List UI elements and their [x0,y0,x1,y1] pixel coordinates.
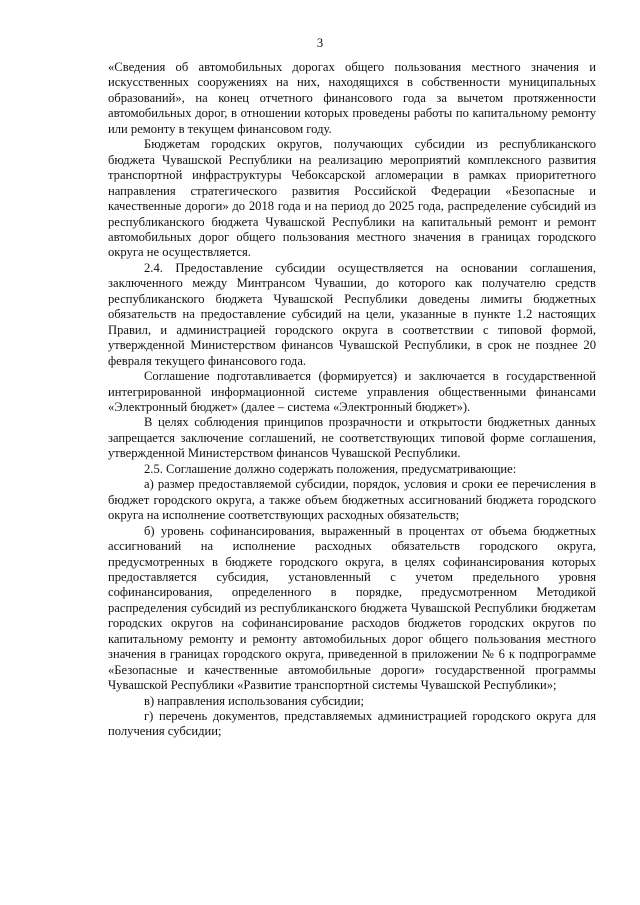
paragraph: г) перечень документов, представляемых администрацией городского округа для получения субсидии; [108,709,596,739]
paragraph: 2.5. Соглашение должно содержать положения, предусматривающие: [144,461,517,476]
paragraph: «Сведения об автомобильных дорогах общего пользования местного значения и искусственных сооружениях на них, находящихся в собственности муниципальных образований», на конец отчетного финансового года за вычетом протяженности автомобильных дорог, в отношении которых проведены работы по капитальному ремонту или ремонту в текущем финансовом году. [108,60,596,136]
paragraph: в) направления использования субсидии; [144,693,365,708]
paragraph: б) уровень софинансирования, выраженный в процентах от объема бюджетных ассигнований на исполнение расходных обязательств городского округа, предусмотренных в бюджете городского округа, в целях софинансирования которых предоставляется субсидия, установленный с учетом предельного уровня софинансирования, определенного в порядке, предусмотренном Методикой распределения субсидий из республиканского бюджета Чувашской Республики бюджетам городских округов на софинансирование расходов бюджетов городских округов по капитальному ремонту и ремонту автомобильных дорог общего пользования местного значения в границах городского округа, приведенной в приложении № 6 к подпрограмме «Безопасные и качественные автомобильные дороги» государственной программы Чувашской Республики «Развитие транспортной системы Чувашской Республики»; [108,523,596,693]
document-body [108,60,596,740]
page-number: 3 [316,36,324,50]
paragraph: а) размер предоставляемой субсидии, порядок, условия и сроки ее перечисления в бюджет городского округа, а также объем бюджетных ассигнований бюджета городского округа на исполнение соответствующих расходных обязательств; [108,477,596,523]
paragraph: Соглашение подготавливается (формируется) и заключается в государственной интегрированной информационной системе управления общественными финансами «Электронный бюджет» (далее – система «Электронный бюджет»). [108,369,596,414]
paragraph: В целях соблюдения принципов прозрачности и открытости бюджетных данных запрещается заключение соглашений, не соответствующих типовой форме соглашения, утвержденной Министерством финансов Чувашской Республики. [108,415,596,461]
paragraph: 2.4. Предоставление субсидии осуществляется на основании соглашения, заключенного между Минтрансом Чувашии, до которого как получателю средств республиканского бюджета Чувашской Республики доведены лимиты бюджетных обязательств на предоставление субсидий на цели, указанные в пункте 1.2 настоящих Правил, и администрацией городского округа в соответствии с типовой формой, утвержденной Министерством финансов Чувашской Республики, в срок не позднее 20 февраля текущего финансового года. [108,260,596,368]
paragraph: Бюджетам городских округов, получающих субсидии из республиканского бюджета Чувашской Республики на реализацию мероприятий комплексного развития транспортной инфраструктуры Чебоксарской агломерации в рамках приоритетного направления стратегического развития Российской Федерации «Безопасные и качественные дороги» до 2018 года и на период до 2025 года, распределение субсидий из республиканского бюджета Чувашской Республики на капитальный ремонт и ремонт автомобильных дорог общего пользования местного значения в границах городского округа не осуществляется. [108,137,596,260]
